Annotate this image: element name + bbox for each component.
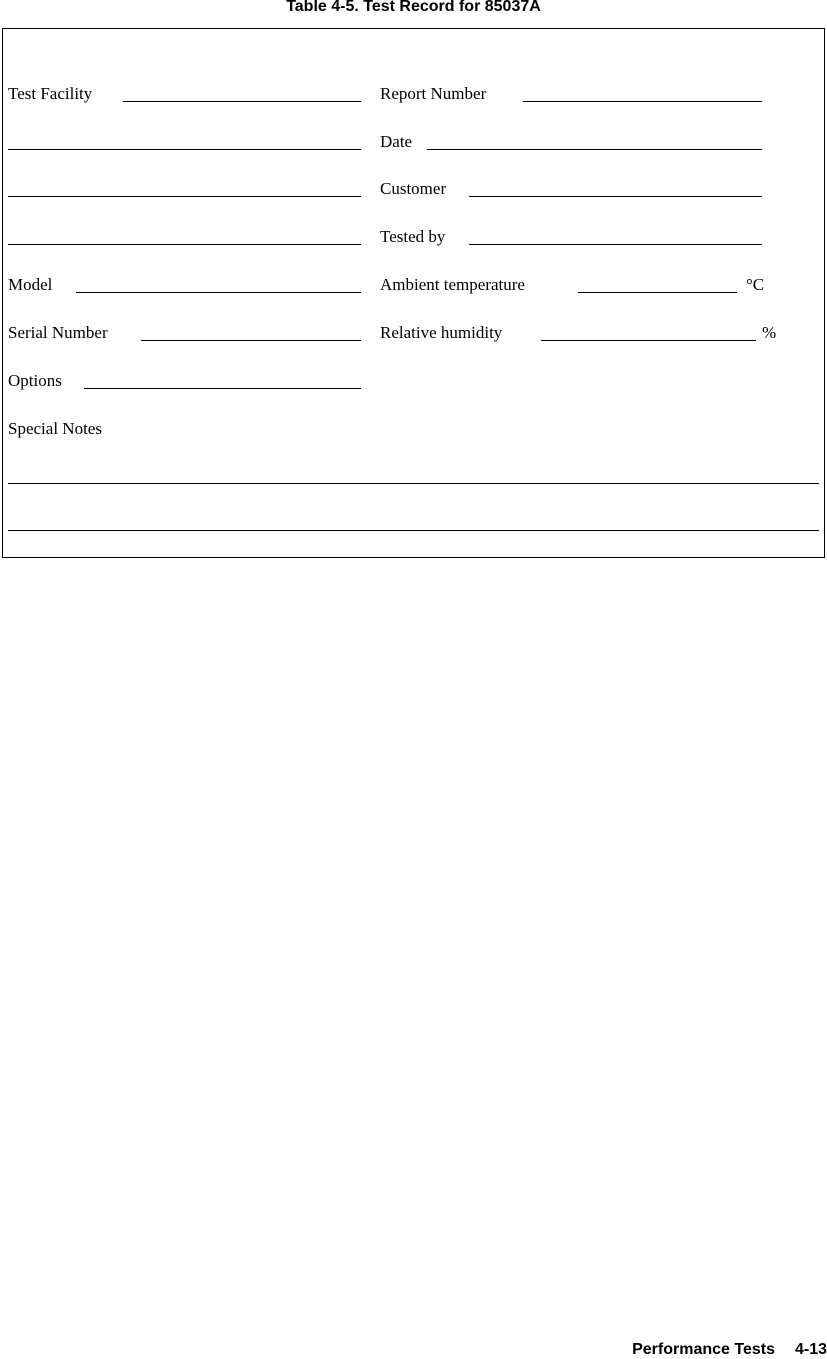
date-label: Date — [380, 132, 413, 151]
relative-humidity-label: Relative humidity — [380, 323, 503, 342]
humidity-unit: % — [762, 323, 777, 342]
test-facility-label: Test Facility — [8, 84, 93, 103]
test-facility-line-3[interactable] — [8, 196, 361, 197]
special-notes-line-1[interactable] — [8, 483, 819, 484]
test-facility-line-2[interactable] — [8, 149, 361, 150]
tested-by-label: Tested by — [380, 227, 446, 246]
model-label: Model — [8, 275, 53, 294]
customer-field[interactable] — [469, 196, 762, 197]
special-notes-label: Special Notes — [8, 419, 102, 438]
temperature-unit: °C — [746, 275, 765, 294]
page-footer — [632, 1341, 827, 1359]
ambient-temperature-field[interactable] — [578, 292, 737, 293]
page-number: 4-13 — [794, 1341, 827, 1358]
options-field[interactable] — [84, 388, 361, 389]
special-notes-line-2[interactable] — [8, 530, 819, 531]
serial-number-label: Serial Number — [8, 323, 108, 342]
relative-humidity-field[interactable] — [541, 340, 756, 341]
table-title: Table 4-5. Test Record for 85037A — [286, 0, 541, 15]
footer-section: Performance Tests — [632, 1341, 775, 1358]
date-field[interactable] — [427, 149, 762, 150]
options-label: Options — [8, 371, 62, 390]
report-number-field[interactable] — [523, 101, 762, 102]
customer-label: Customer — [380, 179, 447, 198]
test-facility-field[interactable] — [123, 101, 361, 102]
tested-by-field[interactable] — [469, 244, 762, 245]
ambient-temperature-label: Ambient temperature — [380, 275, 525, 294]
serial-number-field[interactable] — [141, 340, 361, 341]
report-number-label: Report Number — [380, 84, 487, 103]
test-facility-line-4[interactable] — [8, 244, 361, 245]
model-field[interactable] — [76, 292, 361, 293]
